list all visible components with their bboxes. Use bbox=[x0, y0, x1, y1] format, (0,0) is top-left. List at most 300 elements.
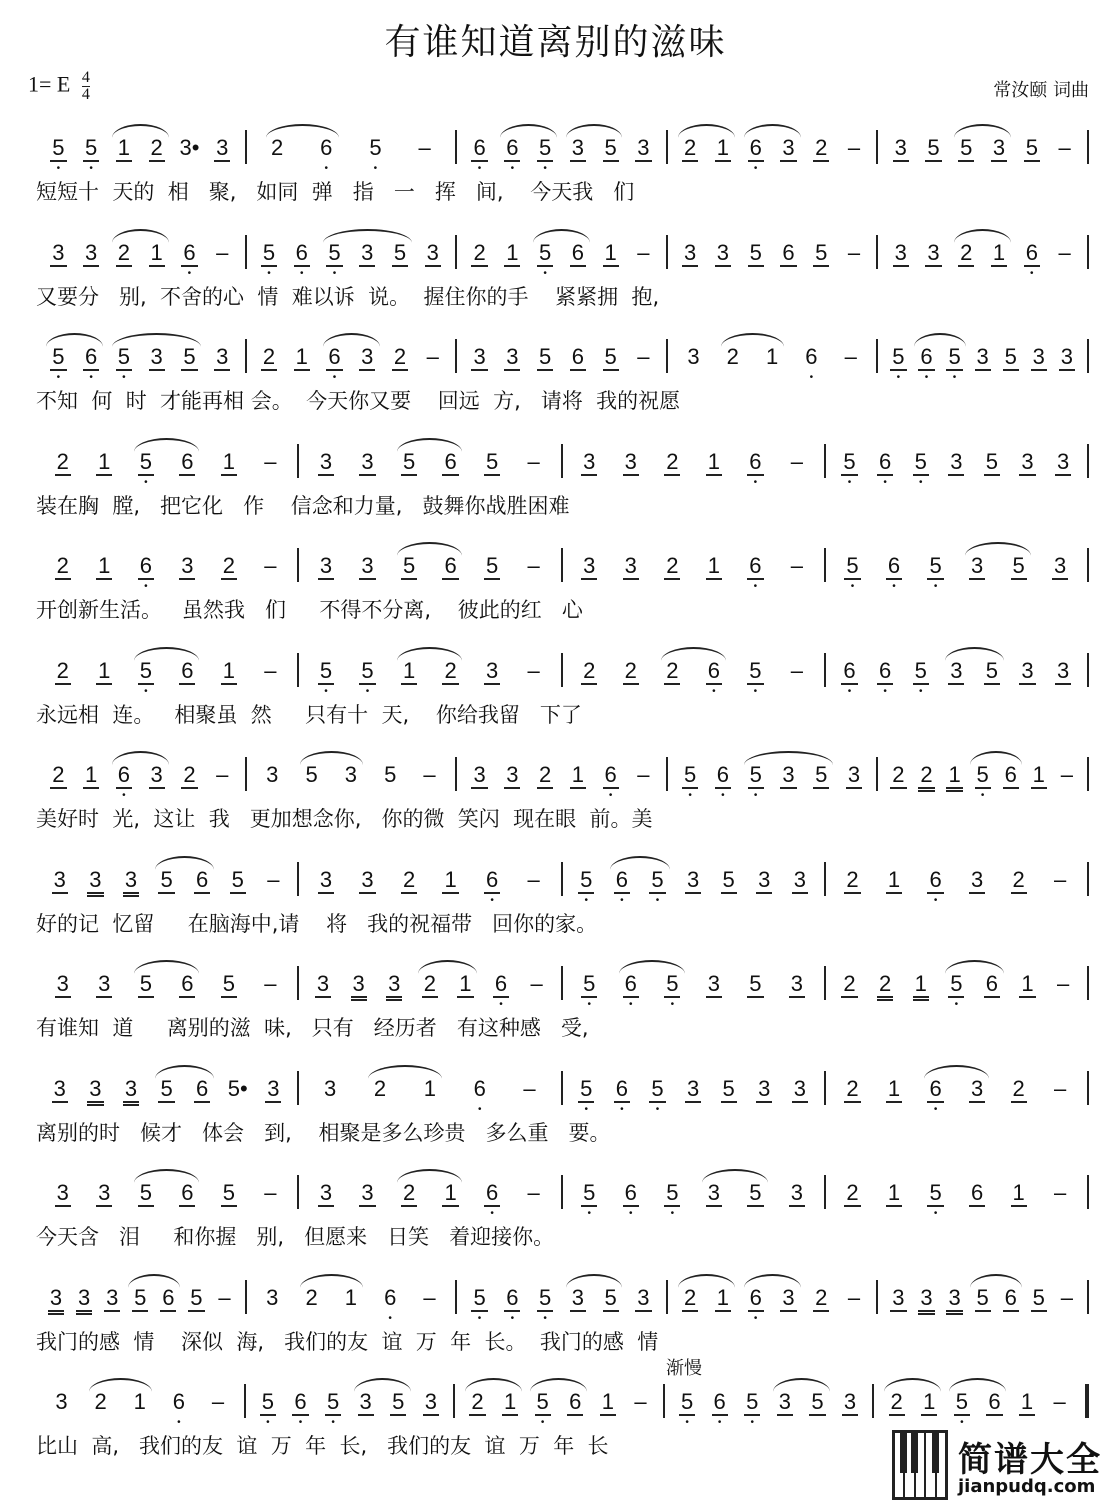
note bbox=[619, 643, 643, 691]
note-digit: – bbox=[1054, 1180, 1067, 1205]
note bbox=[314, 538, 338, 586]
note bbox=[258, 956, 282, 1004]
note-digit: 5 bbox=[326, 1389, 340, 1414]
note-digit: 3 bbox=[686, 1075, 700, 1101]
note bbox=[577, 643, 601, 691]
note bbox=[134, 538, 158, 586]
note bbox=[258, 538, 282, 586]
note-digit: 5 bbox=[955, 1389, 968, 1414]
note-digit: – bbox=[527, 448, 540, 474]
note bbox=[743, 538, 767, 586]
note-digit: 5 bbox=[305, 762, 318, 787]
note-digit: 3 bbox=[778, 1389, 791, 1414]
note bbox=[260, 1270, 284, 1318]
note bbox=[702, 434, 726, 482]
note-digit: – bbox=[264, 448, 277, 474]
note bbox=[217, 643, 241, 691]
measure bbox=[299, 643, 560, 691]
note-digit: 1 bbox=[707, 553, 720, 578]
note bbox=[1007, 852, 1031, 900]
note-digit: 6 bbox=[879, 448, 892, 474]
note bbox=[678, 747, 702, 795]
note-digit: 5 bbox=[393, 239, 407, 265]
note-digit: 3 bbox=[386, 972, 402, 1001]
note bbox=[92, 956, 116, 1004]
note bbox=[660, 538, 684, 586]
measure bbox=[299, 434, 560, 482]
note bbox=[1016, 643, 1040, 691]
note bbox=[51, 643, 75, 691]
note-digit: 5 bbox=[815, 762, 828, 787]
note-digit: 3 bbox=[1021, 448, 1034, 474]
note-digit: 5 bbox=[604, 1284, 617, 1310]
note-digit: 3 bbox=[1056, 657, 1070, 683]
note bbox=[356, 538, 380, 586]
note bbox=[574, 852, 598, 900]
notation-row bbox=[36, 329, 1089, 377]
lyrics-line: 美好时 光, 这让 我 更加想念你, 你的微 笑闪 现在眼 前。美 bbox=[36, 807, 653, 831]
note-digit: 5 bbox=[319, 657, 333, 683]
note bbox=[419, 1374, 443, 1422]
note bbox=[610, 1061, 634, 1109]
note-digit: 3 bbox=[216, 344, 229, 369]
note-digit: 5 bbox=[604, 344, 617, 369]
note-digit: 5 bbox=[52, 344, 65, 369]
note bbox=[206, 1374, 230, 1422]
note-digit: 6 bbox=[473, 1075, 486, 1101]
note-digit: 3 bbox=[1021, 657, 1034, 683]
time-signature bbox=[82, 70, 90, 103]
note-digit: 2 bbox=[666, 448, 679, 474]
note-digit: 6 bbox=[716, 762, 730, 787]
notation-row bbox=[36, 1061, 1089, 1109]
piano-icon bbox=[892, 1430, 948, 1500]
note-digit: 3 bbox=[637, 1284, 650, 1310]
note-digit: 3 bbox=[344, 762, 357, 787]
note-digit: 6 bbox=[506, 1284, 519, 1310]
note bbox=[258, 643, 282, 691]
note-digit: 3 bbox=[847, 762, 861, 787]
note-digit: 5 bbox=[139, 1180, 152, 1205]
note bbox=[675, 1374, 699, 1422]
measure bbox=[563, 852, 824, 900]
note-digit: 6 bbox=[805, 344, 818, 369]
note-digit: 3 bbox=[1054, 553, 1067, 578]
note bbox=[314, 643, 338, 691]
note-digit: 3 bbox=[361, 239, 374, 265]
notation-row bbox=[36, 852, 1089, 900]
note-digit: 1 bbox=[98, 553, 111, 578]
site-logo bbox=[892, 1426, 1108, 1506]
note-digit: 5 bbox=[392, 1389, 405, 1414]
note-digit: 3 bbox=[571, 1284, 584, 1310]
note bbox=[468, 1061, 492, 1109]
note-digit: 3 bbox=[56, 1180, 69, 1205]
note-digit: 3 bbox=[684, 239, 697, 265]
note bbox=[480, 1165, 504, 1213]
note-digit: 6 bbox=[707, 657, 720, 683]
note-digit: 2 bbox=[56, 657, 69, 683]
author-credit: 常汝颐 词曲 bbox=[993, 80, 1089, 101]
note bbox=[226, 1061, 250, 1109]
note bbox=[631, 1270, 655, 1318]
note bbox=[873, 643, 897, 691]
measure bbox=[668, 747, 877, 795]
note-digit: 6 bbox=[929, 866, 942, 892]
note bbox=[717, 852, 741, 900]
note-digit: 5 bbox=[684, 762, 697, 787]
note-digit: 3 bbox=[892, 1284, 905, 1310]
note-digit: 3 bbox=[950, 448, 963, 474]
note-digit: 6 bbox=[444, 553, 457, 578]
note-digit: 6 bbox=[615, 866, 629, 892]
note-digit: 1 bbox=[222, 448, 236, 474]
note-digit: 3 bbox=[571, 135, 584, 160]
lyrics-line: 不知 何 时 才能再相 会。 今天你又要 回远 方, 请将 我的祝愿 bbox=[36, 389, 681, 413]
note-digit: 3 bbox=[361, 1180, 374, 1205]
barline bbox=[1085, 1384, 1089, 1418]
note bbox=[83, 1061, 107, 1109]
note bbox=[92, 643, 116, 691]
note bbox=[882, 1165, 906, 1213]
note bbox=[321, 1374, 345, 1422]
score-line bbox=[0, 852, 1111, 952]
note-digit: 6 bbox=[879, 657, 892, 683]
note bbox=[922, 120, 946, 168]
note bbox=[522, 538, 546, 586]
lyrics-line: 离别的时 候才 体会 到, 相聚是多么珍贵 多么重 要。 bbox=[36, 1120, 611, 1145]
note-digit: 6 bbox=[444, 448, 457, 474]
note bbox=[79, 747, 103, 795]
note-digit: 1 bbox=[506, 239, 519, 265]
measure bbox=[668, 120, 877, 168]
notation-row bbox=[36, 434, 1089, 482]
note bbox=[500, 1270, 524, 1318]
note bbox=[257, 329, 281, 377]
note bbox=[119, 852, 143, 900]
note-digit: 3 bbox=[473, 762, 486, 787]
note bbox=[619, 538, 643, 586]
note-digit: 5 bbox=[815, 239, 828, 265]
score-line bbox=[0, 434, 1111, 534]
measure bbox=[457, 329, 666, 377]
note-digit: 1 bbox=[222, 657, 236, 683]
note bbox=[318, 1061, 342, 1109]
note-digit: 6 bbox=[920, 344, 933, 369]
note-digit: – bbox=[790, 657, 804, 683]
note-digit: 2 bbox=[726, 344, 739, 369]
note bbox=[943, 747, 967, 795]
note bbox=[314, 1165, 338, 1213]
note-digit: 3 bbox=[782, 135, 795, 160]
note bbox=[347, 956, 371, 1004]
note bbox=[702, 538, 726, 586]
note bbox=[1048, 1374, 1072, 1422]
note-digit: 6 bbox=[196, 1075, 209, 1101]
measure bbox=[826, 1061, 1087, 1109]
note bbox=[1053, 120, 1077, 168]
note bbox=[468, 120, 492, 168]
barline bbox=[1087, 1071, 1089, 1105]
note bbox=[210, 225, 234, 273]
note-digit: 2 bbox=[684, 1284, 697, 1310]
barline bbox=[1087, 862, 1089, 896]
measure bbox=[826, 956, 1087, 1004]
barline bbox=[1087, 1175, 1089, 1209]
lyrics-line: 短短十 天的 相 聚, 如同 弹 指 一 挥 间, 今天我 们 bbox=[36, 180, 635, 204]
note bbox=[708, 1374, 732, 1422]
note-digit: – bbox=[523, 1075, 536, 1101]
note-digit: 6 bbox=[139, 553, 152, 578]
note bbox=[167, 1374, 191, 1422]
note bbox=[46, 120, 70, 168]
note-digit: 6 bbox=[624, 1180, 637, 1205]
note bbox=[799, 329, 823, 377]
note bbox=[184, 1270, 208, 1318]
note bbox=[914, 747, 938, 795]
note-digit: 5 bbox=[746, 1389, 759, 1414]
note-digit: 5 bbox=[52, 135, 65, 160]
note-digit: 6 bbox=[162, 1284, 175, 1310]
note-digit: 5 bbox=[583, 971, 596, 996]
note-digit: 2 bbox=[56, 448, 69, 474]
note-digit: 3• bbox=[179, 135, 200, 160]
note-digit: 6 bbox=[506, 135, 519, 160]
note-digit: 6 bbox=[988, 1389, 1001, 1414]
note-digit: 5 bbox=[892, 344, 905, 369]
note-digit: 2 bbox=[262, 344, 276, 369]
note bbox=[50, 1374, 74, 1422]
note-digit: – bbox=[790, 448, 804, 474]
note-digit: 3 bbox=[319, 1180, 333, 1205]
note bbox=[79, 120, 103, 168]
note bbox=[743, 434, 767, 482]
note-digit: 5 bbox=[183, 344, 196, 369]
note bbox=[290, 225, 314, 273]
note-digit: – bbox=[634, 1389, 647, 1414]
note-digit: 2 bbox=[402, 866, 416, 892]
note-digit: – bbox=[527, 553, 540, 578]
note bbox=[1020, 120, 1044, 168]
measure bbox=[563, 643, 824, 691]
note-digit: 1 bbox=[85, 762, 98, 787]
note bbox=[909, 434, 933, 482]
note-digit: 1 bbox=[117, 135, 131, 160]
note-digit: 6 bbox=[181, 1180, 194, 1205]
lyrics-line: 开创新生活。 虽然我 们 不得不分离, 彼此的红 心 bbox=[36, 598, 583, 622]
note-digit: 6 bbox=[749, 135, 762, 160]
note bbox=[944, 434, 968, 482]
note-digit: 5 bbox=[538, 344, 552, 369]
note-digit: 3 bbox=[790, 971, 804, 996]
note-digit: 3 bbox=[361, 344, 374, 369]
note-digit: 6 bbox=[749, 448, 762, 474]
note bbox=[421, 329, 445, 377]
note-digit: 3 bbox=[361, 866, 374, 892]
note bbox=[1048, 1061, 1072, 1109]
note-digit: 5 bbox=[749, 657, 762, 683]
note-digit: 2 bbox=[373, 1075, 387, 1101]
note bbox=[397, 852, 421, 900]
note bbox=[838, 434, 862, 482]
note-digit: 3 bbox=[48, 1286, 64, 1315]
note-digit: 3 bbox=[486, 657, 499, 683]
note-digit: 2 bbox=[918, 763, 934, 792]
measure bbox=[826, 643, 1087, 691]
note bbox=[788, 1061, 812, 1109]
note-digit: 3 bbox=[53, 1075, 66, 1101]
note-digit: 1 bbox=[601, 1389, 614, 1414]
note-digit: 2 bbox=[117, 239, 131, 265]
note-digit: 5 bbox=[1004, 344, 1017, 369]
measure bbox=[247, 747, 456, 795]
note bbox=[882, 538, 906, 586]
note-digit: 5 bbox=[222, 971, 236, 996]
score-line bbox=[0, 1270, 1111, 1370]
note bbox=[356, 434, 380, 482]
note-digit: 3 bbox=[506, 762, 519, 787]
note-digit: 2 bbox=[423, 971, 436, 996]
note bbox=[79, 225, 103, 273]
note-digit: 2 bbox=[877, 972, 893, 1001]
note bbox=[356, 643, 380, 691]
note bbox=[909, 956, 933, 1004]
note bbox=[914, 1270, 938, 1318]
measure bbox=[457, 1270, 666, 1318]
lyrics-line: 今天含 泪 和你握 别, 但愿来 日笑 着迎接你。 bbox=[36, 1225, 555, 1249]
note bbox=[1027, 329, 1051, 377]
note bbox=[177, 747, 201, 795]
note-digit: 6 bbox=[1025, 239, 1038, 265]
note-digit: – bbox=[637, 762, 650, 787]
note-digit: 1 bbox=[946, 763, 962, 792]
note-digit: – bbox=[1053, 1389, 1066, 1414]
note bbox=[645, 1061, 669, 1109]
note-digit: 3 bbox=[473, 344, 486, 369]
note bbox=[838, 1374, 862, 1422]
note-digit: 5 bbox=[950, 971, 963, 996]
note-digit: 3 bbox=[266, 762, 279, 787]
note-digit: 3 bbox=[707, 971, 720, 996]
note bbox=[217, 538, 241, 586]
note-digit: 5 bbox=[985, 657, 999, 683]
note-digit: 5 bbox=[473, 1284, 486, 1310]
note-digit: 1 bbox=[344, 1284, 357, 1310]
note bbox=[418, 747, 442, 795]
note bbox=[378, 1270, 402, 1318]
lyrics-line: 我门的感 情 深似 海, 我们的友 谊 万 年 长。 我门的感 情 bbox=[36, 1329, 659, 1354]
note-digit: 1 bbox=[459, 971, 472, 996]
note bbox=[217, 434, 241, 482]
note-digit: 5 bbox=[749, 1180, 762, 1205]
note-digit: – bbox=[423, 1284, 436, 1310]
note bbox=[882, 852, 906, 900]
measure bbox=[247, 225, 456, 273]
note-digit: 5 bbox=[749, 971, 762, 996]
note-digit: 5 bbox=[722, 1075, 735, 1101]
note-digit: 3 bbox=[687, 344, 700, 369]
note-digit: 5 bbox=[985, 448, 999, 474]
note bbox=[356, 852, 380, 900]
note bbox=[388, 329, 412, 377]
note-digit: 1 bbox=[98, 448, 111, 474]
note-digit: 3 bbox=[624, 553, 637, 578]
note-digit: 3 bbox=[927, 239, 940, 265]
note bbox=[1051, 956, 1075, 1004]
note-digit: 3 bbox=[506, 344, 519, 369]
note-digit: – bbox=[1058, 239, 1071, 265]
measure bbox=[36, 1165, 297, 1213]
note-digit: 6 bbox=[604, 762, 617, 787]
note-digit: – bbox=[264, 553, 277, 578]
note bbox=[965, 852, 989, 900]
note-digit: 1 bbox=[133, 1389, 146, 1414]
note-digit: – bbox=[426, 344, 439, 369]
note bbox=[522, 643, 546, 691]
score-line bbox=[0, 643, 1111, 743]
note-digit: 3 bbox=[843, 1389, 857, 1414]
note-digit: 6 bbox=[183, 239, 196, 265]
note-digit: 2 bbox=[892, 762, 905, 787]
note bbox=[72, 1270, 96, 1318]
note bbox=[378, 747, 402, 795]
tempo-mark: 渐慢 bbox=[666, 1358, 702, 1379]
note bbox=[599, 747, 623, 795]
note bbox=[1007, 1061, 1031, 1109]
note-digit: – bbox=[1056, 971, 1070, 996]
lyrics-line: 又要分 别, 不舍的心 情 难以诉 说。 握住你的手 紧紧拥 抱, bbox=[36, 284, 660, 309]
note-digit: 5 bbox=[929, 1180, 942, 1205]
measure bbox=[246, 1374, 454, 1422]
note-digit: 5 bbox=[580, 1075, 593, 1101]
note bbox=[48, 852, 72, 900]
note-digit: 5 bbox=[843, 448, 856, 474]
note-digit: 5 bbox=[190, 1284, 203, 1310]
note bbox=[681, 852, 705, 900]
logo-brand: 简谱大全 bbox=[958, 1440, 1102, 1480]
note-digit: – bbox=[1058, 135, 1071, 160]
measure bbox=[457, 120, 666, 168]
note bbox=[500, 225, 524, 273]
note-digit: 3 bbox=[98, 971, 111, 996]
note-digit: 3 bbox=[894, 135, 907, 160]
note bbox=[356, 1165, 380, 1213]
note bbox=[500, 747, 524, 795]
note-digit: 5 bbox=[580, 866, 593, 892]
note bbox=[577, 434, 601, 482]
note-digit: 5 bbox=[160, 866, 173, 892]
note-digit: – bbox=[1060, 1284, 1073, 1310]
note bbox=[882, 1061, 906, 1109]
score-line bbox=[0, 1165, 1111, 1265]
note-digit: 1 bbox=[1012, 1180, 1025, 1205]
note-digit: 3 bbox=[424, 1389, 437, 1414]
note-digit: 2 bbox=[52, 762, 65, 787]
note-digit: 5 bbox=[402, 553, 416, 578]
note bbox=[500, 329, 524, 377]
note-digit: – bbox=[790, 553, 804, 578]
note bbox=[1048, 538, 1072, 586]
note-digit: 3 bbox=[319, 448, 333, 474]
measure bbox=[826, 538, 1087, 586]
note bbox=[213, 1270, 237, 1318]
note-digit: 5 bbox=[960, 135, 973, 160]
note-digit: 1 bbox=[765, 344, 779, 369]
note-digit: 5 bbox=[486, 553, 499, 578]
note bbox=[631, 120, 655, 168]
measure bbox=[668, 1270, 877, 1318]
note-digit: – bbox=[1060, 762, 1073, 787]
